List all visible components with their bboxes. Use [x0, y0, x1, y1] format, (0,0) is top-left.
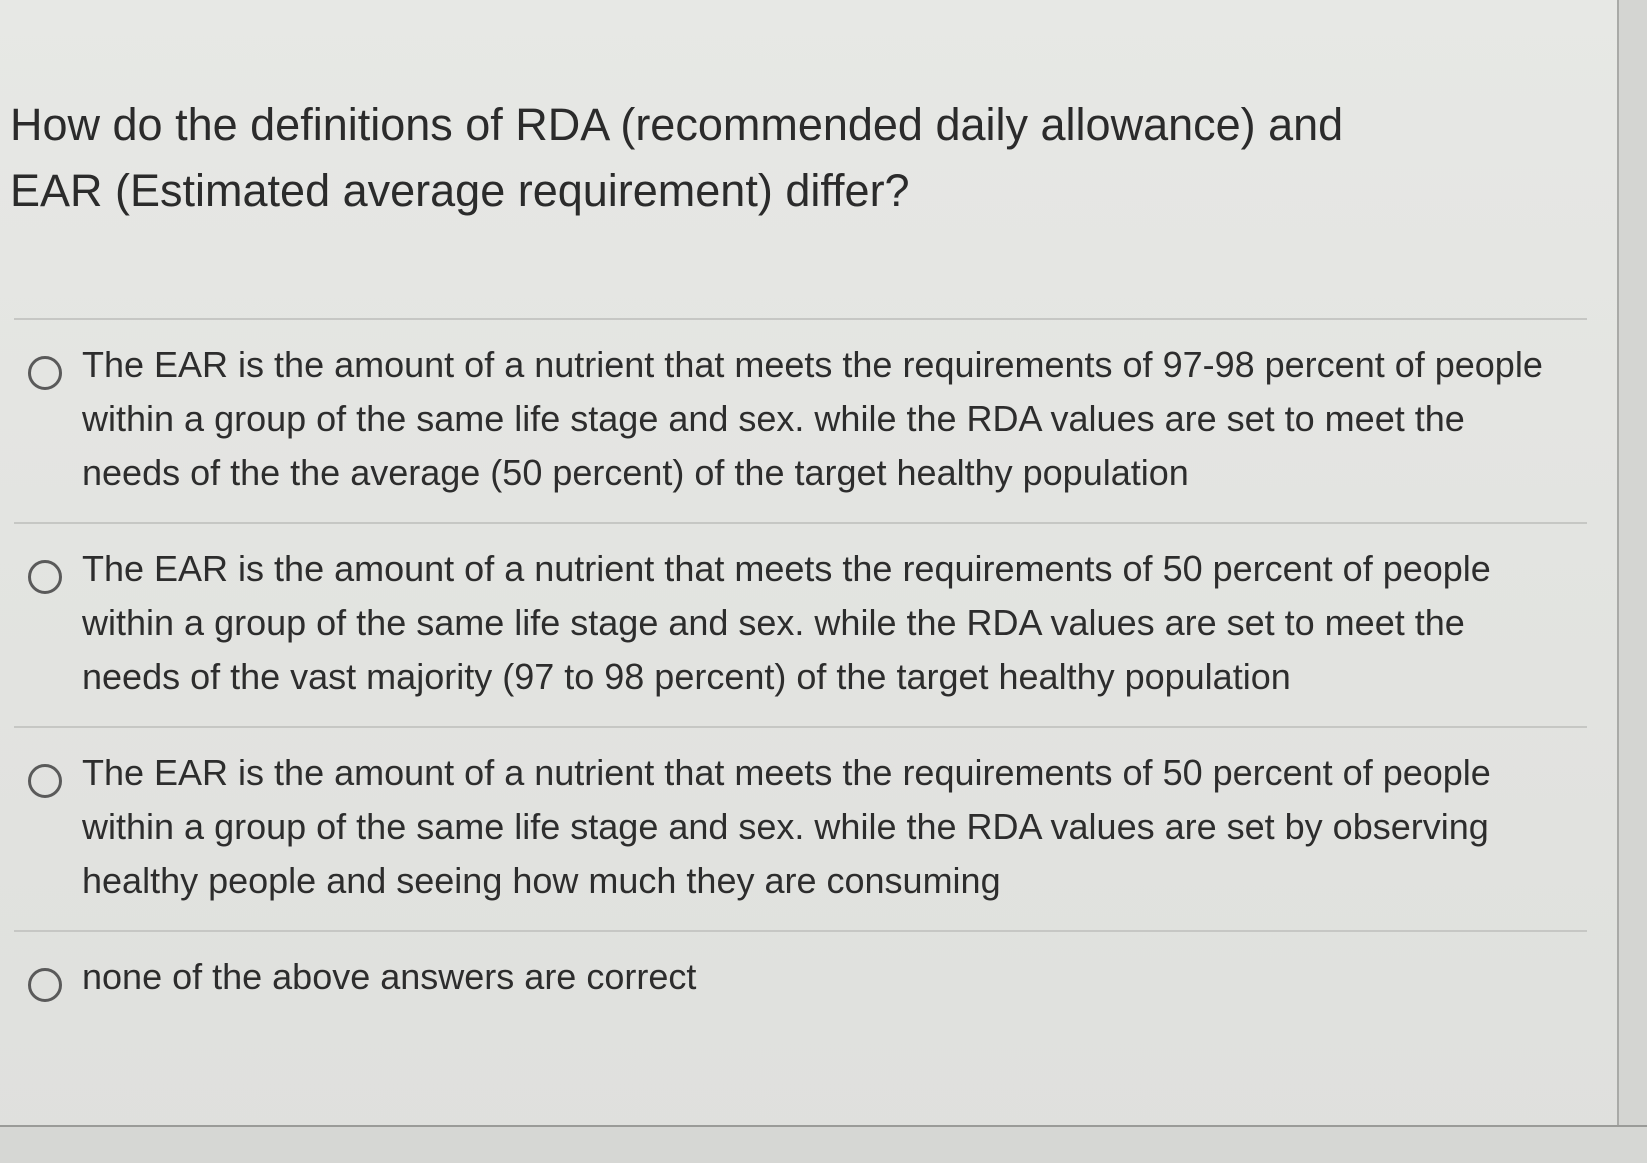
answer-option-label: none of the above answers are correct [82, 956, 697, 997]
answer-option-label: The EAR is the amount of a nutrient that meets the requirements of 50 percent of people within a group of the same life stage and sex. while the RDA values are set by observing healthy people and seeing how much they are consuming [82, 752, 1491, 901]
radio-button-icon[interactable] [28, 764, 62, 798]
answer-option-4[interactable] [12, 932, 1587, 1004]
answer-option-label: The EAR is the amount of a nutrient that meets the requirements of 50 percent of people within a group of the same life stage and sex. while the RDA values are set to meet the needs of the vast majority (97 to 98 percent) of the target healthy population [82, 548, 1491, 697]
right-scroll-edge [1617, 0, 1647, 1130]
answer-options [12, 318, 1587, 1004]
answer-option-1[interactable] [12, 320, 1587, 522]
answer-option-3[interactable] [12, 728, 1587, 930]
answer-option-label: The EAR is the amount of a nutrient that meets the requirements of 97-98 percent of people within a group of the same life stage and sex. while the RDA values are set to meet the needs of the the average (50 percent) of the target healthy population [82, 344, 1543, 493]
answer-option-2[interactable] [12, 524, 1587, 726]
radio-button-icon[interactable] [28, 968, 62, 1002]
radio-button-icon[interactable] [28, 560, 62, 594]
bottom-edge [0, 1125, 1647, 1163]
question-text: How do the definitions of RDA (recommended daily allowance) and EAR (Estimated average requirement) differ? [10, 99, 1344, 216]
radio-button-icon[interactable] [28, 356, 62, 390]
